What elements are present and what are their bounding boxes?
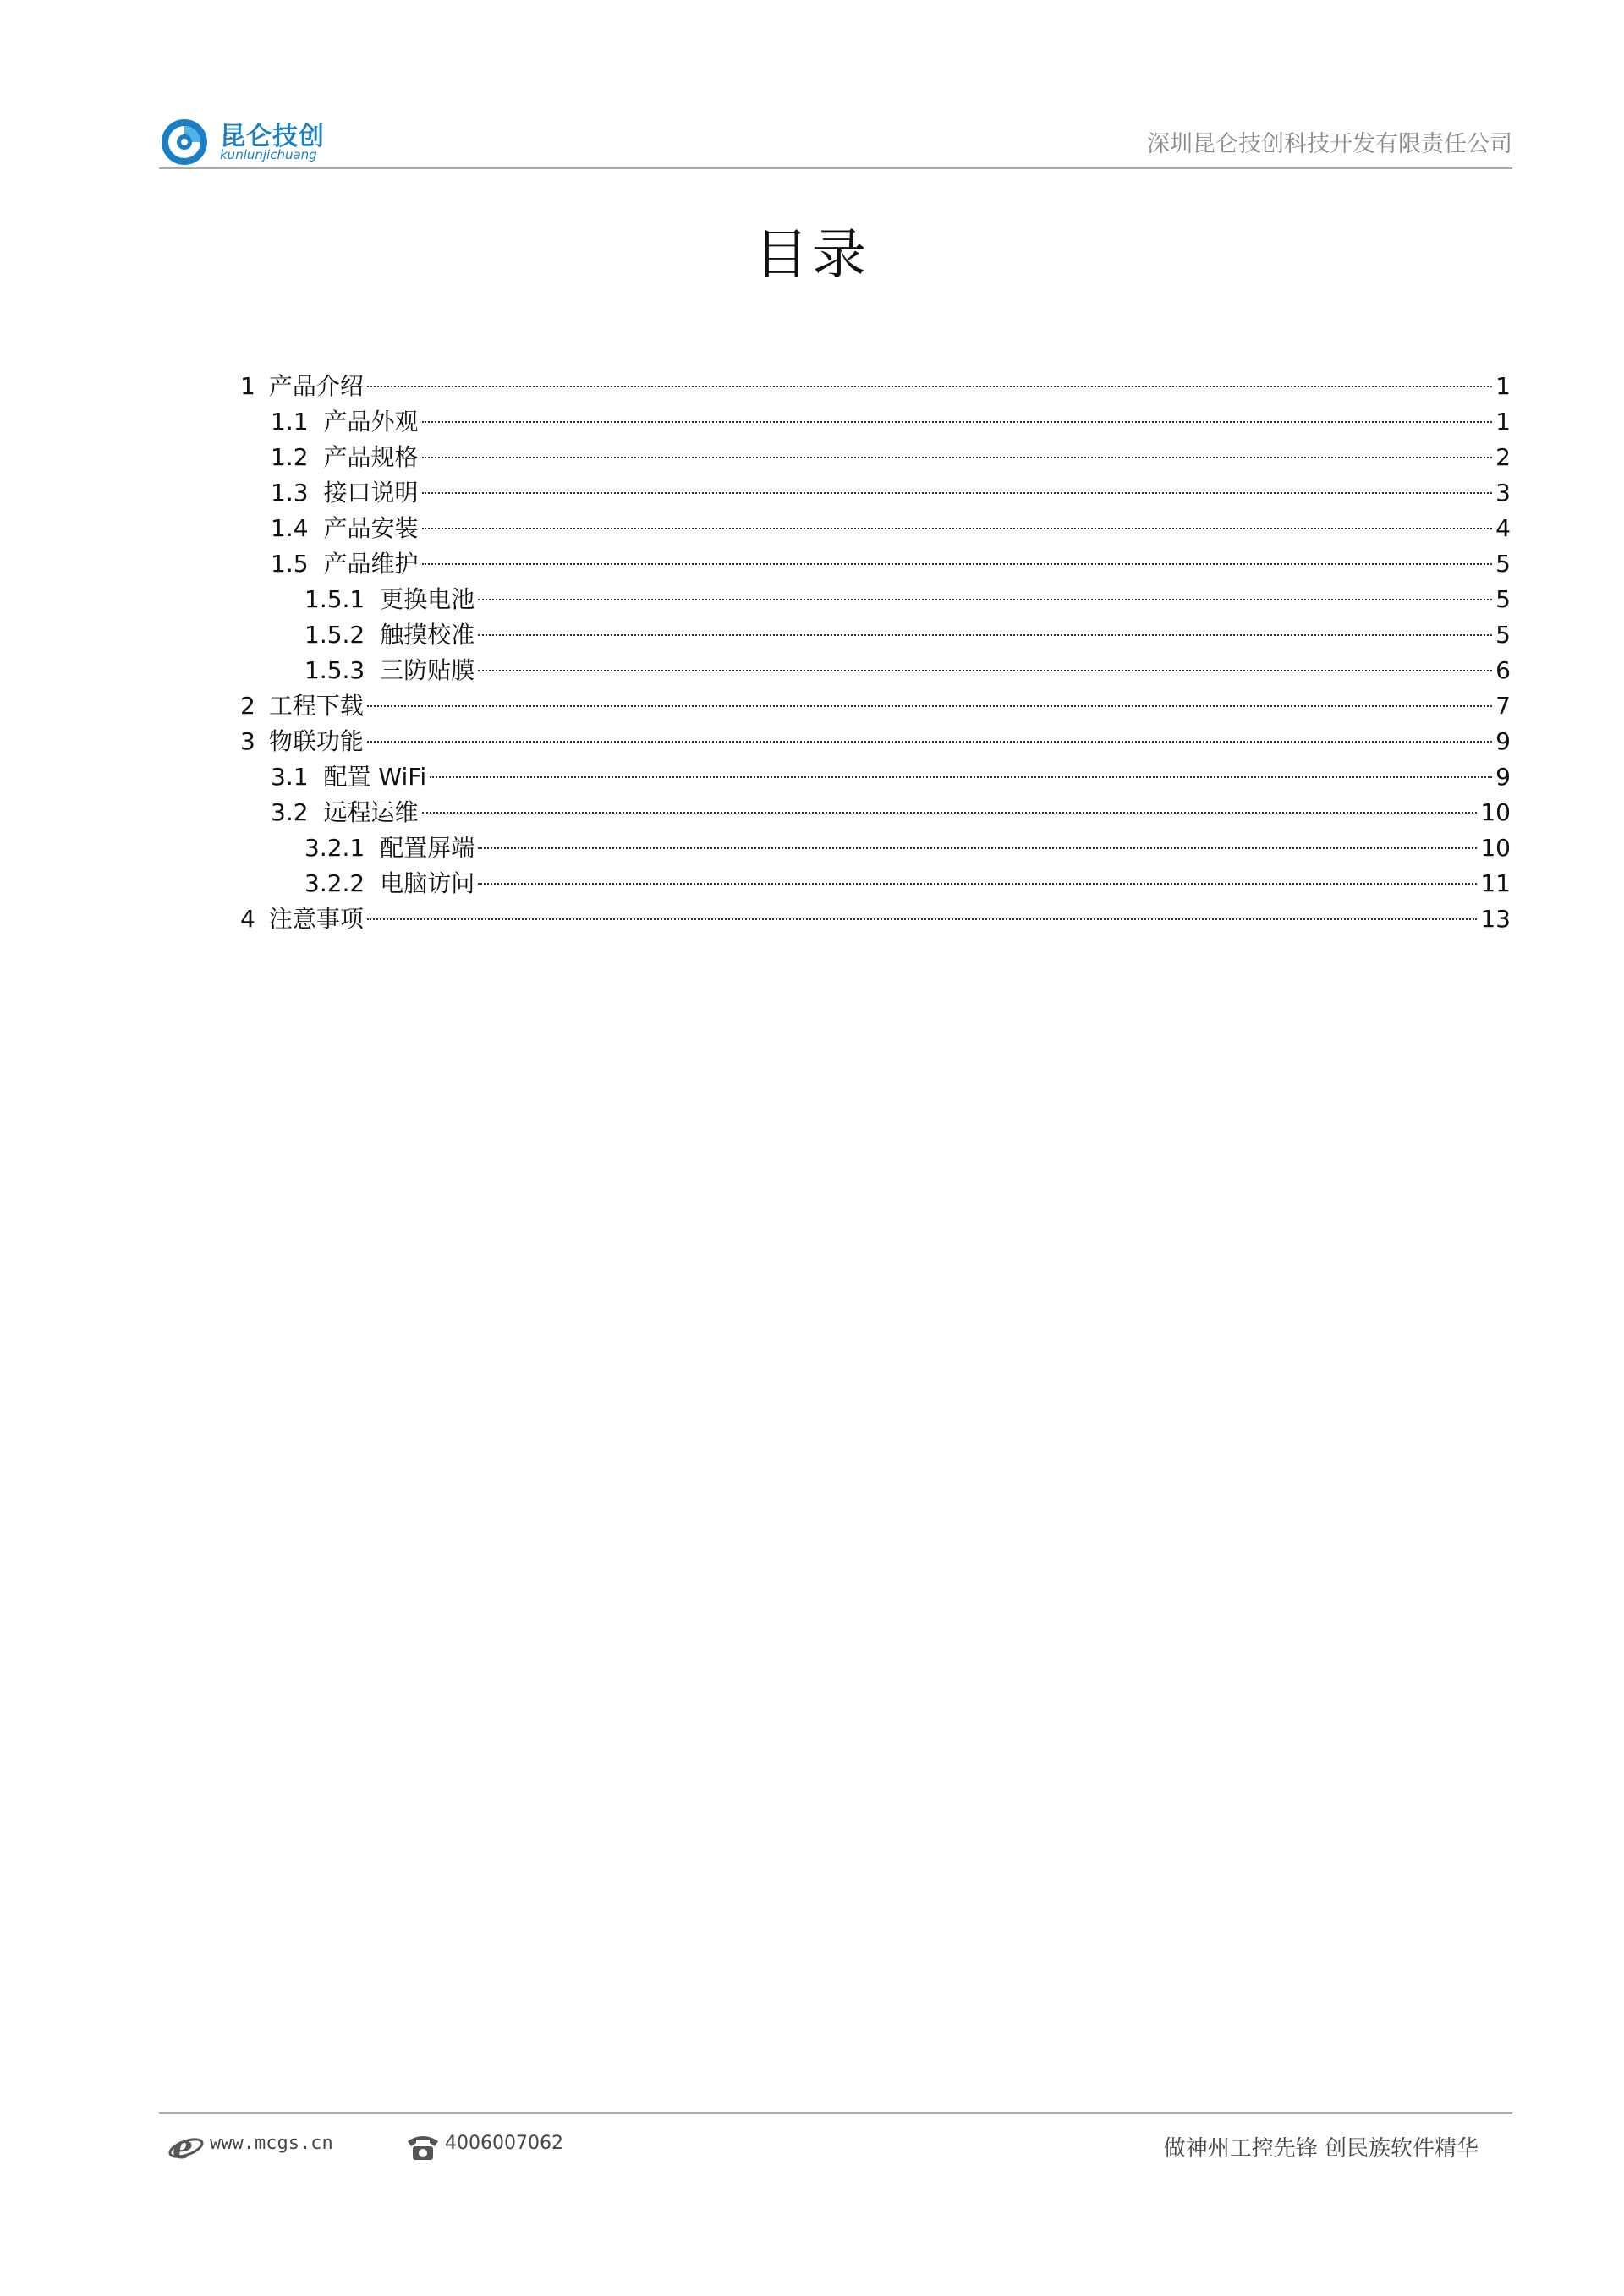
toc-dot-leader	[478, 847, 1477, 849]
toc-entry-title: 电脑访问	[380, 869, 475, 897]
toc-entry-title: 更换电池	[380, 585, 475, 613]
toc-entry-title: 工程下载	[268, 692, 364, 720]
toc-dot-leader	[422, 492, 1493, 494]
logo-english-text: kunlunjichuang	[220, 147, 317, 162]
toc-entry-title: 产品外观	[323, 408, 419, 436]
toc-entry-page: 2	[1495, 443, 1511, 471]
toc-entry[interactable]	[240, 440, 1511, 475]
toc-entry-page: 13	[1480, 905, 1511, 933]
toc-entry-page: 10	[1480, 834, 1511, 862]
svg-text:e: e	[173, 2129, 194, 2163]
toc-entry[interactable]	[240, 653, 1511, 688]
toc-entry-title: 产品介绍	[268, 372, 364, 400]
toc-entry[interactable]	[240, 795, 1511, 830]
toc-entry-title: 触摸校准	[380, 621, 475, 649]
toc-entry-title: 配置 WiFi	[323, 763, 427, 791]
toc-dot-leader	[478, 599, 1492, 600]
toc-entry-page: 5	[1495, 585, 1511, 613]
toc-entry-title: 物联功能	[268, 727, 364, 755]
phone-number: 4006007062	[445, 2133, 563, 2154]
toc-entry-number: 3.2.2	[304, 869, 365, 897]
toc-entry-page: 5	[1495, 621, 1511, 649]
toc-entry-title: 三防贴膜	[380, 656, 475, 684]
toc-entry-number: 1.4	[271, 514, 309, 542]
toc-entry-title: 配置屏端	[380, 834, 475, 862]
toc-entry-number: 3	[240, 727, 255, 755]
swirl-logo-icon	[159, 117, 210, 167]
toc-dot-leader	[367, 705, 1492, 707]
toc-entry-number: 3.1	[271, 763, 309, 791]
toc-dot-leader	[367, 386, 1492, 387]
toc-dot-leader	[422, 528, 1493, 529]
toc-entry-title: 产品维护	[323, 550, 419, 578]
ie-globe-icon	[167, 2129, 205, 2163]
toc-entry-number: 1.3	[271, 479, 309, 507]
toc-entry-number: 1.5.2	[304, 621, 365, 649]
toc-entry-title: 接口说明	[323, 479, 419, 507]
toc-entry[interactable]	[240, 475, 1511, 511]
toc-entry[interactable]	[240, 724, 1511, 759]
toc-entry-page: 9	[1495, 763, 1511, 791]
header-divider	[159, 167, 1512, 169]
toc-dot-leader	[422, 812, 1478, 814]
toc-entry-page: 1	[1495, 408, 1511, 436]
toc-dot-leader	[478, 634, 1492, 636]
toc-entry-number: 1	[240, 372, 255, 400]
telephone-icon	[404, 2129, 442, 2163]
toc-dot-leader	[478, 883, 1477, 885]
toc-entry-page: 1	[1495, 372, 1511, 400]
toc-dot-leader	[422, 563, 1493, 565]
toc-entry-title: 产品安装	[323, 514, 419, 542]
toc-entry[interactable]	[240, 688, 1511, 724]
toc-entry-number: 2	[240, 692, 255, 720]
toc-entry-page: 6	[1495, 656, 1511, 684]
toc-dot-leader	[430, 776, 1492, 778]
toc-entry-number: 3.2.1	[304, 834, 365, 862]
toc-entry-title: 产品规格	[323, 443, 419, 471]
toc-entry-number: 4	[240, 905, 255, 933]
page-footer	[159, 2114, 1512, 2173]
toc-entry-title: 远程运维	[323, 798, 419, 826]
toc-entry[interactable]	[240, 511, 1511, 546]
toc-entry[interactable]	[240, 866, 1511, 901]
toc-entry[interactable]	[240, 759, 1511, 795]
toc-dot-leader	[367, 741, 1492, 743]
logo-chinese-text: 昆仑技创	[220, 122, 325, 151]
toc-entry[interactable]	[240, 404, 1511, 440]
toc-entry-page: 5	[1495, 550, 1511, 578]
toc-entry-number: 1.5.1	[304, 585, 365, 613]
page-title: 目录	[754, 224, 870, 287]
toc-entry-number: 3.2	[271, 798, 309, 826]
toc-entry[interactable]	[240, 901, 1511, 937]
company-slogan: 做神州工控先锋 创民族软件精华	[1163, 2136, 1479, 2162]
toc-entry-page: 11	[1480, 869, 1511, 897]
toc-entry-title: 注意事项	[268, 905, 364, 933]
toc-dot-leader	[422, 457, 1493, 458]
company-logo	[159, 113, 345, 164]
toc-entry[interactable]	[240, 582, 1511, 617]
website-link[interactable]: www.mcgs.cn	[210, 2133, 333, 2154]
toc-dot-leader	[422, 421, 1493, 423]
toc-entry-number: 1.1	[271, 408, 309, 436]
toc-entry-page: 4	[1495, 514, 1511, 542]
toc-entry-page: 10	[1480, 798, 1511, 826]
toc-dot-leader	[478, 670, 1492, 671]
toc-entry-number: 1.5	[271, 550, 309, 578]
toc-entry-number: 1.2	[271, 443, 309, 471]
toc-entry-page: 3	[1495, 479, 1511, 507]
toc-entry[interactable]	[240, 369, 1511, 404]
toc-entry[interactable]	[240, 830, 1511, 866]
toc-entry[interactable]	[240, 546, 1511, 582]
toc-entry-page: 9	[1495, 727, 1511, 755]
page-header	[159, 110, 1512, 169]
toc-entry[interactable]	[240, 617, 1511, 653]
company-name: 深圳昆仑技创科技开发有限责任公司	[1147, 131, 1512, 157]
toc-entry-page: 7	[1495, 692, 1511, 720]
table-of-contents	[240, 369, 1511, 937]
toc-dot-leader	[367, 918, 1478, 920]
toc-entry-number: 1.5.3	[304, 656, 365, 684]
